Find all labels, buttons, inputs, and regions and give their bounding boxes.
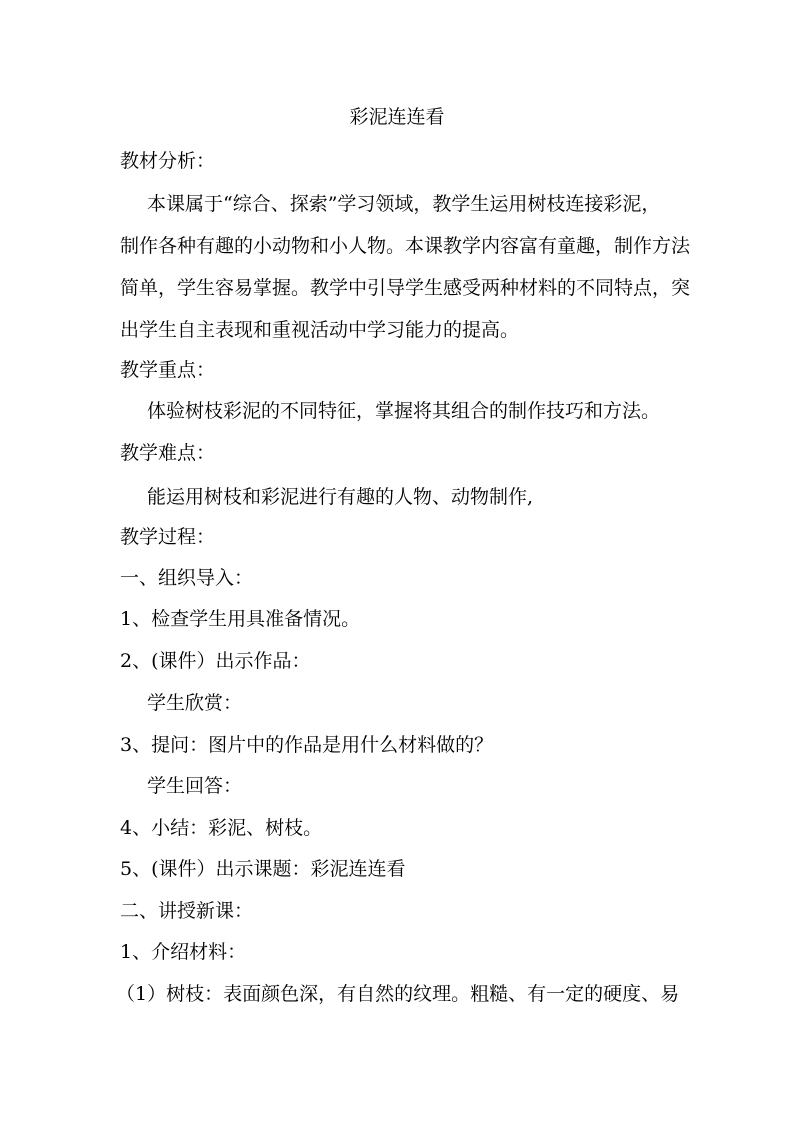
analysis-line-2: 制作各种有趣的小动物和小人物。本课教学内容富有童趣，制作方法 — [120, 235, 691, 257]
heading-analysis: 教材分析： — [120, 150, 216, 172]
page-title: 彩泥连连看 — [349, 106, 445, 128]
section-one-heading: 一、组织导入： — [120, 567, 254, 589]
step-3: 3、提问：图片中的作品是用什么材料做的？ — [120, 734, 494, 756]
sub-step-1-item: （1）树枝：表面颜色深，有自然的纹理。粗糙、有一定的硬度、易 — [116, 983, 680, 1005]
analysis-line-4: 出学生自主表现和重视活动中学习能力的提高。 — [120, 319, 520, 341]
difficulties-text: 能运用树枝和彩泥进行有趣的人物、动物制作, — [147, 486, 534, 508]
key-points-text: 体验树枝彩泥的不同特征，掌握将其组合的制作技巧和方法。 — [147, 400, 661, 422]
heading-difficulties: 教学难点： — [120, 442, 216, 464]
step-4: 4、小结：彩泥、树枝。 — [120, 817, 323, 839]
step-5: 5、(课件）出示课题：彩泥连连看 — [120, 858, 406, 880]
heading-process: 教学过程： — [120, 526, 216, 548]
heading-key-points: 教学重点： — [120, 359, 216, 381]
step-2-response: 学生欣赏： — [147, 692, 243, 714]
step-2: 2、(课件）出示作品： — [120, 650, 311, 672]
analysis-line-1: 本课属于“综合、探索”学习领域，教学生运用树枝连接彩泥， — [147, 193, 661, 215]
step-1: 1、检查学生用具准备情况。 — [120, 608, 361, 630]
step-3-response: 学生回答： — [147, 775, 243, 797]
sub-step-1: 1、介绍材料： — [120, 941, 247, 963]
section-two-heading: 二、讲授新课： — [120, 900, 254, 922]
analysis-line-3: 简单，学生容易掌握。教学中引导学生感受两种材料的不同特点，突 — [120, 277, 691, 299]
